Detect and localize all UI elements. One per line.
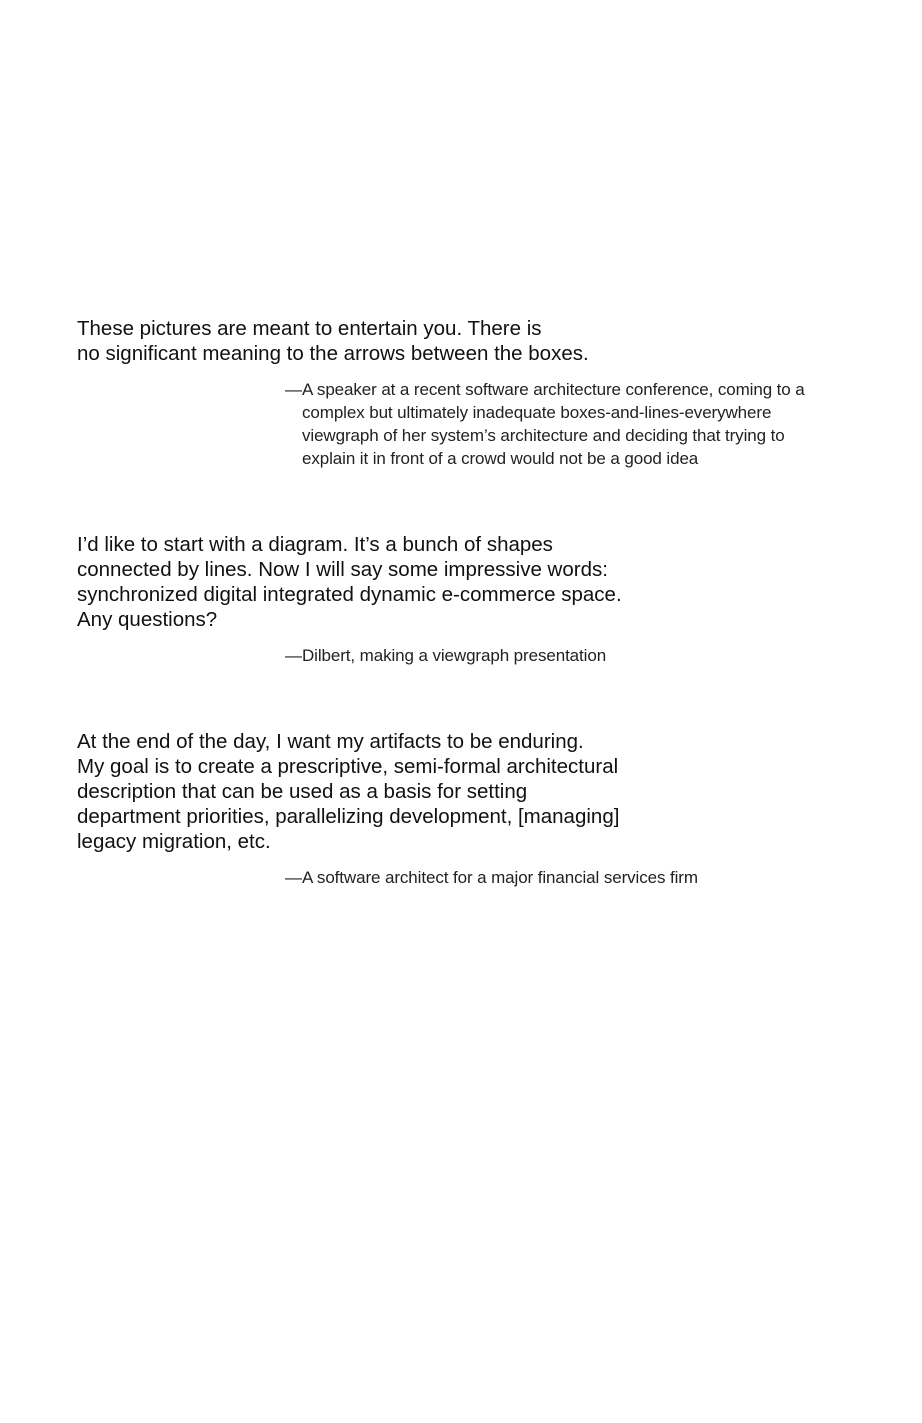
quote-line: synchronized digital integrated dynamic e-commerce space. <box>77 583 622 606</box>
epigraph <box>77 316 857 470</box>
attribution-dash: — <box>285 646 302 665</box>
attribution-line: explain it in front of a crowd would not be a good idea <box>302 449 699 468</box>
attribution-line: Dilbert, making a viewgraph presentation <box>302 646 607 665</box>
epigraph-attribution <box>285 644 857 667</box>
attribution-dash: — <box>285 868 302 887</box>
quote-line: At the end of the day, I want my artifacts to be enduring. <box>77 730 584 753</box>
epigraph-attribution <box>285 378 857 470</box>
attribution-line: A software architect for a major financial services firm <box>302 868 698 887</box>
quote-line: legacy migration, etc. <box>77 830 271 853</box>
attribution-line: viewgraph of her system’s architecture and deciding that trying to <box>302 426 785 445</box>
epigraph-quote <box>77 532 857 632</box>
quote-line: I’d like to start with a diagram. It’s a bunch of shapes <box>77 533 553 556</box>
epigraph-quote <box>77 729 857 854</box>
epigraph-quote <box>77 316 857 366</box>
quote-line: connected by lines. Now I will say some impressive words: <box>77 558 608 581</box>
epigraph-section <box>77 316 857 889</box>
attribution-dash: — <box>285 380 302 399</box>
epigraph <box>77 729 857 889</box>
quote-line: My goal is to create a prescriptive, semi-formal architectural <box>77 755 619 778</box>
quote-line: Any questions? <box>77 608 218 631</box>
attribution-line: complex but ultimately inadequate boxes-and-lines-everywhere <box>302 403 772 422</box>
epigraph-attribution <box>285 866 857 889</box>
quote-line: department priorities, parallelizing development, [managing] <box>77 805 620 828</box>
quote-line: no significant meaning to the arrows between the boxes. <box>77 342 589 365</box>
epigraph <box>77 532 857 667</box>
quote-line: description that can be used as a basis for setting <box>77 780 528 803</box>
quote-line: These pictures are meant to entertain you. There is <box>77 317 542 340</box>
attribution-line: A speaker at a recent software architecture conference, coming to a <box>302 380 805 399</box>
